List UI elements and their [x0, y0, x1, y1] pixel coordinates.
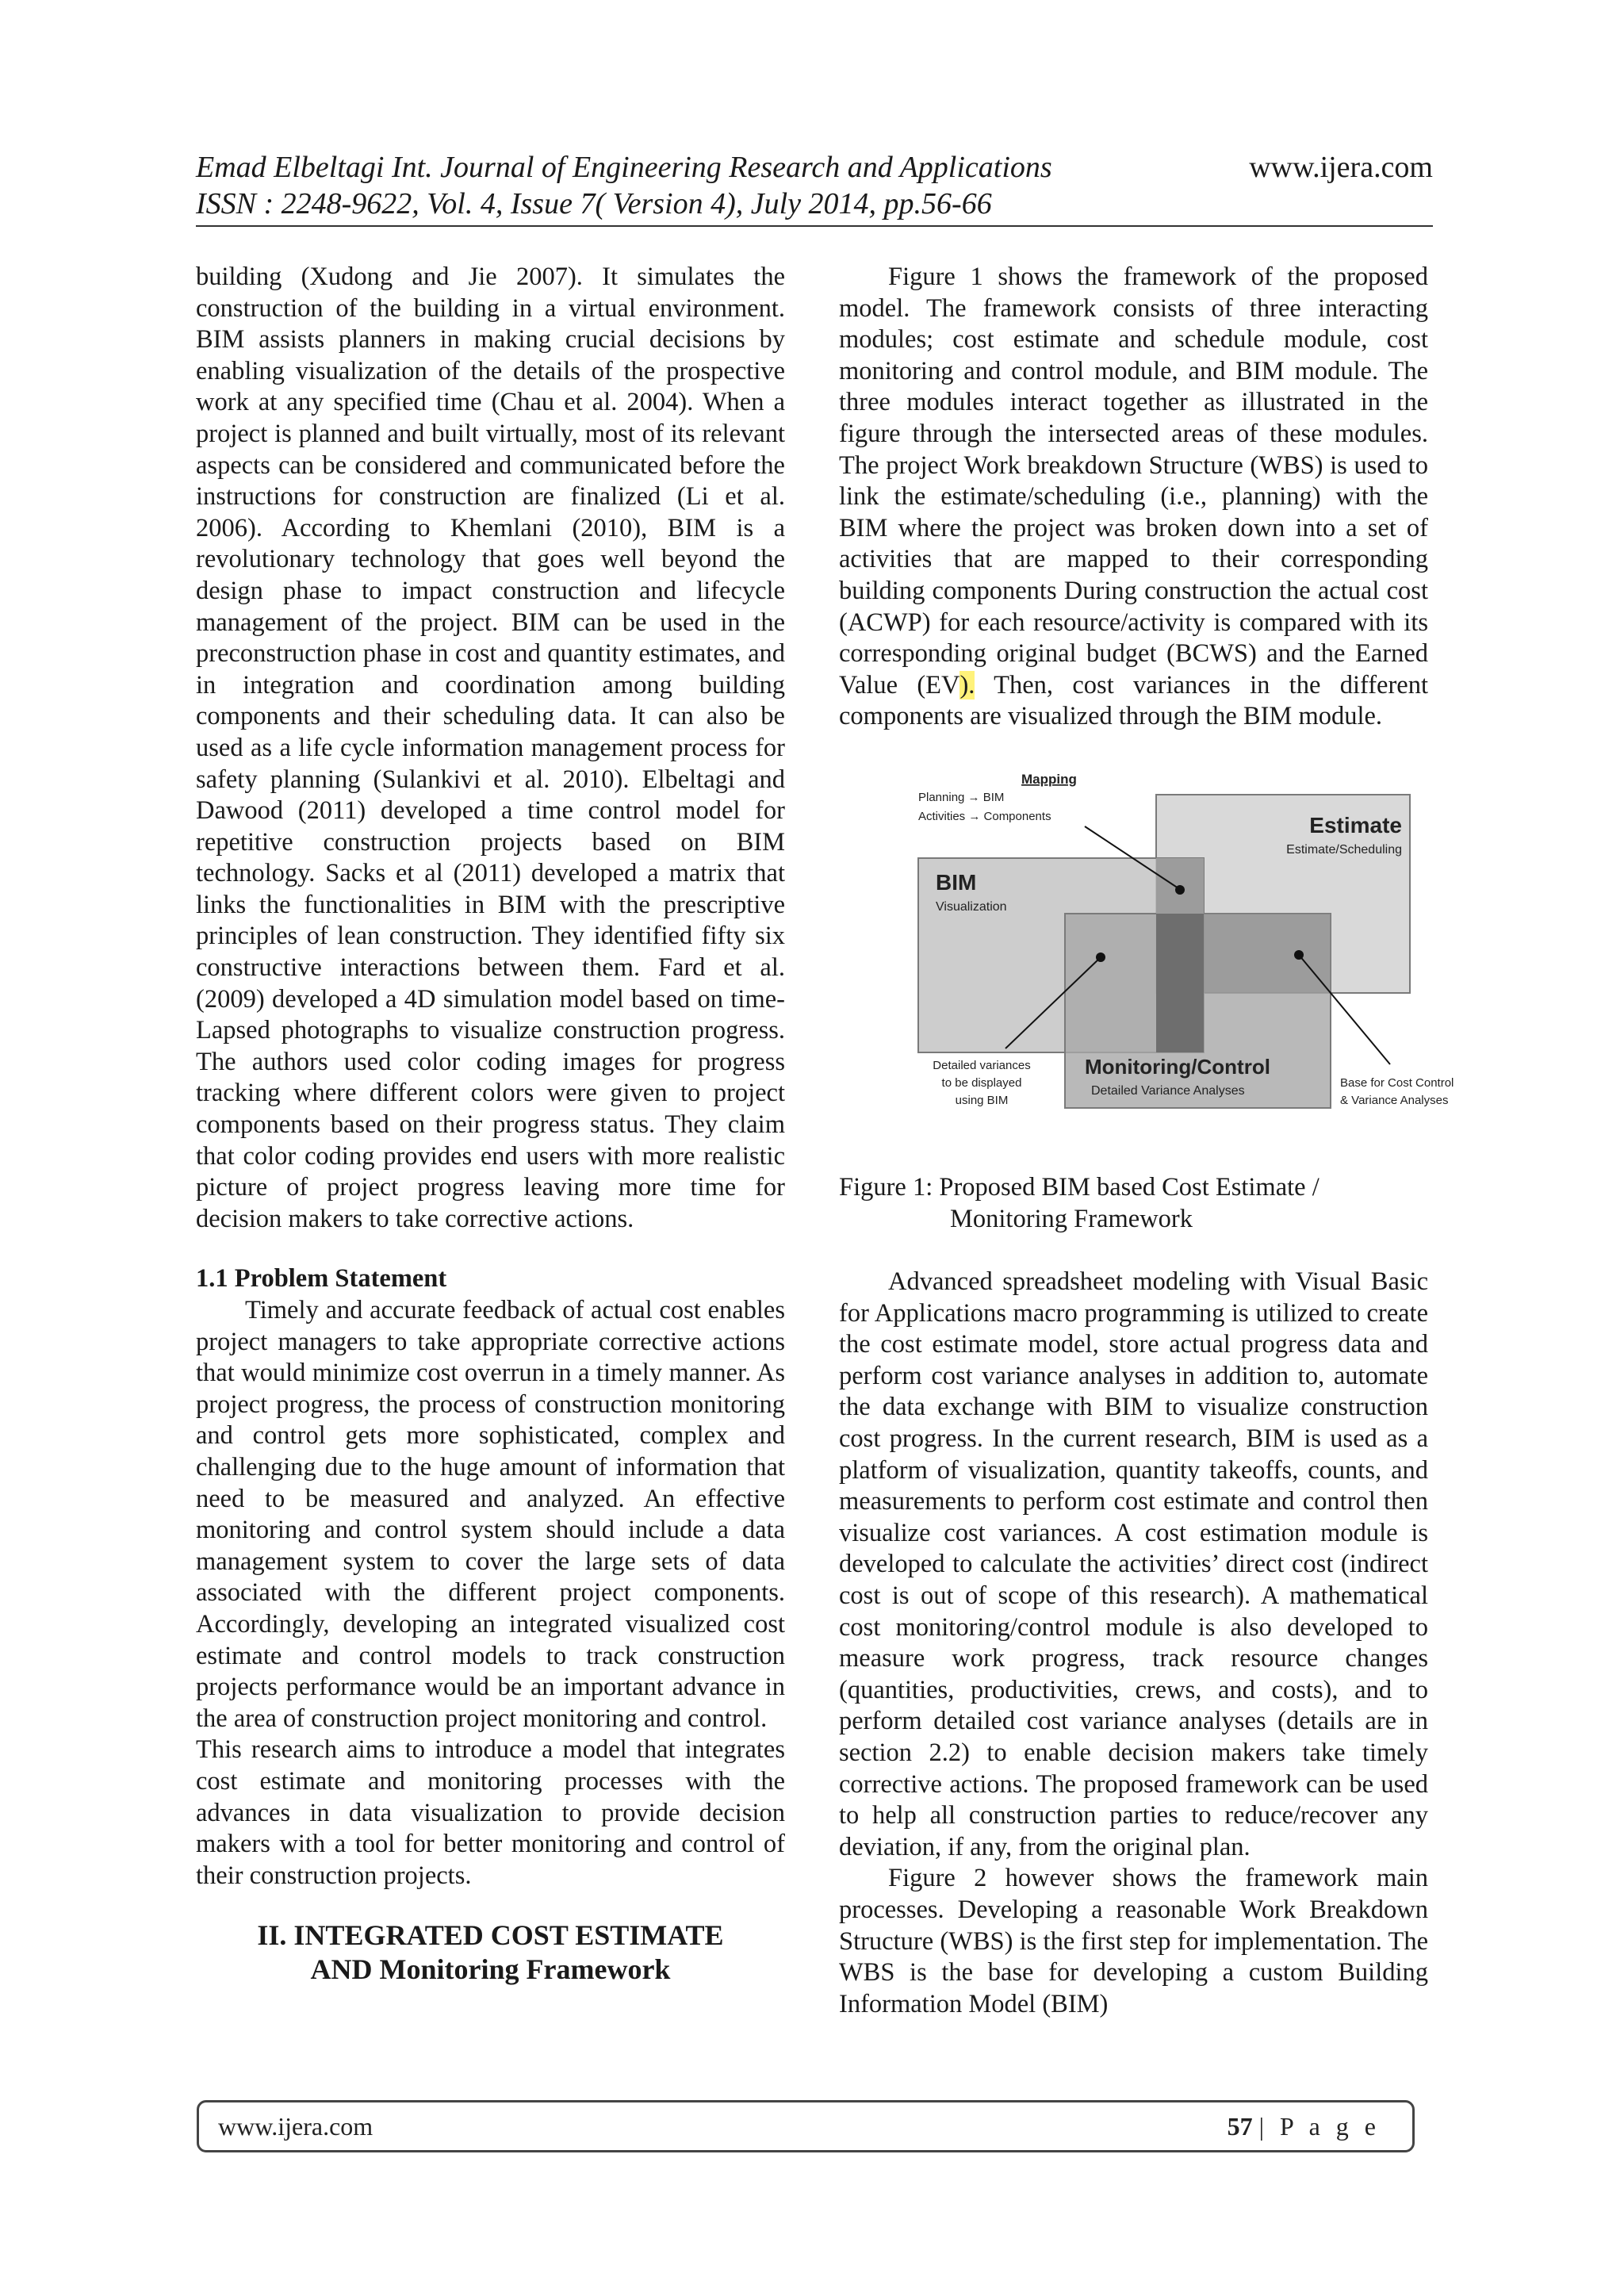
caption-line-1: Figure 1: Proposed BIM based Cost Estimate /: [839, 1172, 1320, 1202]
journal-title: Emad Elbeltagi Int. Journal of Engineering Research and Applications: [196, 151, 1052, 184]
section-heading: [196, 1918, 785, 1987]
footer-url[interactable]: www.ijera.com: [218, 2111, 373, 2141]
mapping-line-2: Activities → Components: [918, 809, 1051, 823]
left-paragraph-3: This research aims to introduce a model that integrates cost estimate and monitoring processes with the advances in data visualization to provide decision makers with a tool for better monitoring and control of their construction projects.: [196, 1735, 785, 1890]
page-footer: [197, 2100, 1415, 2152]
section-heading-line-1: II. INTEGRATED COST ESTIMATE: [257, 1919, 724, 1952]
left-paragraph-2: Timely and accurate feedback of actual cost enables project managers to take appropriate corrective actions that would minimize cost overrun in a timely manner. As project progress, the process of construction monitoring and control gets more sophisticated, complex and challenging due to the huge amount of information that need to be measured and analyzed. An effective monitoring and control system should include a data management system to cover the large sets of data associated with the different project components. Accordingly, developing an integrated visualized cost estimate and control models to track construction projects performance would be an important advance in the area of construction project monitoring and control.: [196, 1296, 785, 1733]
caption-spacer: [839, 1235, 1428, 1267]
right-paragraph-1: [839, 262, 1428, 733]
right-note-2: & Variance Analyses: [1340, 1093, 1449, 1107]
bim-title: BIM: [936, 869, 977, 895]
page-number: [1228, 2112, 1381, 2141]
figure-1: [887, 771, 1505, 1152]
left-paragraph-1: building (Xudong and Jie 2007). It simulates the construction of the building in a virtual environment. BIM assists planners in making crucial decisions by enabling visualization of the details of the prospective work at any specified time (Chau et al. 2004). When a project is planned and built virtually, most of its relevant aspects can be considered and communicated before the instructions for construction are finalized (Li et al. 2006). According to Khemlani (2010), BIM is a revolutionary technology that goes well beyond the design phase to impact construction and lifecycle management of the project. BIM can be used in the preconstruction phase in cost and quantity estimates, and in integration and coordination among building components and their scheduling data. It can also be used as a life cycle information management process for safety planning (Sulankivi et al. 2010). Elbeltagi and Dawood (2011) developed a time control model for repetitive construction projects based on BIM technology. Sacks et al (2011) developed a matrix that links the functionalities in BIM with the prescriptive principles of lean construction. They identified fifty six constructive interactions between them. Fard et al. (2009) developed a 4D simulation model based on time-Lapsed photographs to visualize construction progress. The authors used color coding images for progress tracking where different colors were given to project components based on their progress status. They claim that color coding provides end users with more realistic picture of project progress leaving more time for decision makers to take corrective actions.: [196, 263, 785, 1233]
section-heading-line-2: AND Monitoring Framework: [310, 1953, 671, 1986]
right-paragraph-1-main: Figure 1 shows the framework of the proposed model. The framework consists of three interacting modules; cost estimate and schedule module, cost monitoring and control module, and BIM module. The three modules interact together as illustrated in the figure through the intersected areas of these modules. The project Work breakdown Structure (WBS) is used to link the estimate/scheduling (i.e., planning) with the BIM where the project was broken down into a set of activities that are mapped to their corresponding building components During construction the actual cost (ACWP) for each resource/activity is compared with its corresponding original budget (BCWS) and the Earned Value (EV: [839, 263, 1428, 700]
mapping-title: Mapping: [1021, 771, 1077, 787]
page-number-value: 57: [1227, 2111, 1253, 2141]
figure-caption: [839, 1172, 1428, 1235]
mapping-line-1: Planning → BIM: [918, 790, 1005, 804]
journal-url[interactable]: www.ijera.com: [1249, 151, 1433, 184]
left-note-2: to be displayed: [941, 1075, 1022, 1090]
left-note-3: using BIM: [955, 1093, 1009, 1107]
issn-line: ISSN : 2248-9622, Vol. 4, Issue 7( Version 4), July 2014, pp.56-66: [196, 187, 992, 220]
left-column: [196, 262, 785, 1987]
mapping-dot: [1175, 885, 1185, 895]
left-note-1: Detailed variances: [933, 1058, 1031, 1072]
right-column: [839, 262, 1454, 2020]
bim-subtitle: Visualization: [936, 899, 1007, 914]
highlighted-text: ).: [959, 670, 975, 700]
monitoring-title: Monitoring/Control: [1085, 1054, 1270, 1079]
right-paragraph-1-tail: Then, cost variances in the different components are visualized through the BIM module.: [839, 670, 1428, 731]
estimate-title: Estimate: [1309, 812, 1402, 838]
right-paragraph-3: Figure 2 however shows the framework main processes. Developing a reasonable Work Breakdown Structure (WBS) is the first step for implementation. The WBS is the base for developing a custom Building Information Model (BIM): [839, 1864, 1428, 2018]
right-paragraph-2: Advanced spreadsheet modeling with Visual Basic for Applications macro programming is utilized to create the cost estimate model, store actual progress data and perform cost variance analyses in addition to, automate the data exchange with BIM to visualize construction cost progress. In the current research, BIM is used as a platform of visualization, quantity takeoffs, counts, and measurements to perform cost estimate and control then visualize cost variances. A cost estimation module is developed to calculate the activities’ direct cost (indirect cost is out of scope of this research). A mathematical cost monitoring/control module is also developed to measure work progress, track resource changes (quantities, productivities, crews, and costs), and to perform detailed cost variance analyses (details are in section 2.2) to enable decision makers take timely corrective actions. The proposed framework can be used to help all construction parties to reduce/recover any deviation, if any, from the original plan.: [839, 1267, 1428, 1861]
framework-diagram: [887, 771, 1505, 1152]
right-note-1: Base for Cost Control: [1340, 1075, 1454, 1090]
page-header: [196, 149, 1433, 227]
monitoring-subtitle: Detailed Variance Analyses: [1091, 1083, 1245, 1098]
overlap-monitoring-estimate: [1204, 914, 1331, 993]
page-label: | P a g e: [1258, 2111, 1381, 2141]
estimate-subtitle: Estimate/Scheduling: [1286, 842, 1402, 857]
subsection-heading: 1.1 Problem Statement: [196, 1264, 447, 1294]
caption-line-2: Monitoring Framework: [950, 1204, 1193, 1233]
overlap-all: [1156, 914, 1204, 1052]
